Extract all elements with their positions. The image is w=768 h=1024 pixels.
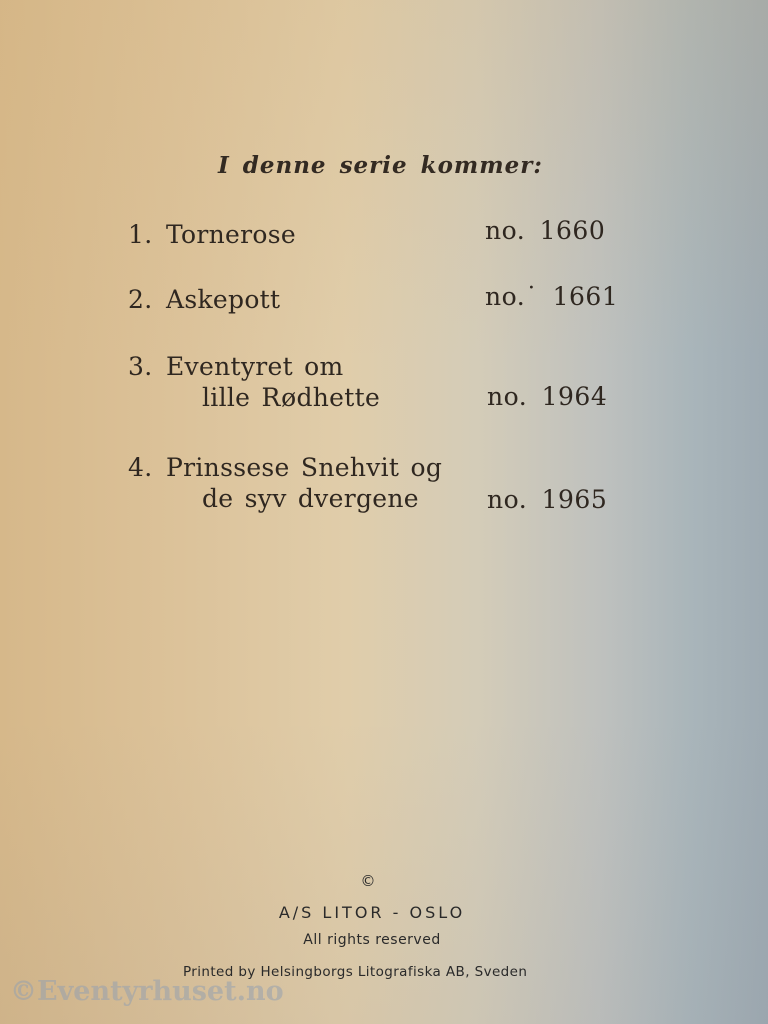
- entry-number: 1.: [128, 220, 153, 249]
- entry-title-continued: lille Rødhette: [202, 383, 381, 412]
- series-heading: I denne serie kommer:: [218, 152, 543, 179]
- entry-number: 3.: [128, 352, 153, 381]
- catalog-number: no. 1660: [485, 216, 606, 245]
- list-item: [128, 453, 442, 513]
- catalog-number: no. 1965: [487, 485, 608, 514]
- watermark: ©Eventyrhuset.no: [10, 976, 284, 1007]
- printer-credit: Printed by Helsingborgs Litografiska AB, Sveden: [183, 964, 528, 980]
- catalog-number: no. 1964: [487, 382, 608, 411]
- list-item: [128, 352, 380, 412]
- catalog-number: no.˙ 1661: [485, 282, 619, 311]
- list-item: [128, 220, 296, 249]
- entry-number: 2.: [128, 285, 153, 314]
- entry-title: Tornerose: [166, 220, 296, 249]
- entry-title: Askepott: [166, 285, 281, 314]
- list-item: [128, 285, 280, 314]
- copyright-icon: ©: [360, 872, 376, 890]
- entry-number: 4.: [128, 453, 153, 482]
- entry-title: Prinssese Snehvit og: [166, 453, 443, 482]
- publisher-name: A/S LITOR - OSLO: [278, 903, 466, 922]
- entry-title: Eventyret om: [166, 352, 344, 381]
- entry-title-continued: de syv dvergene: [202, 484, 419, 513]
- rights-notice: All rights reserved: [303, 932, 441, 948]
